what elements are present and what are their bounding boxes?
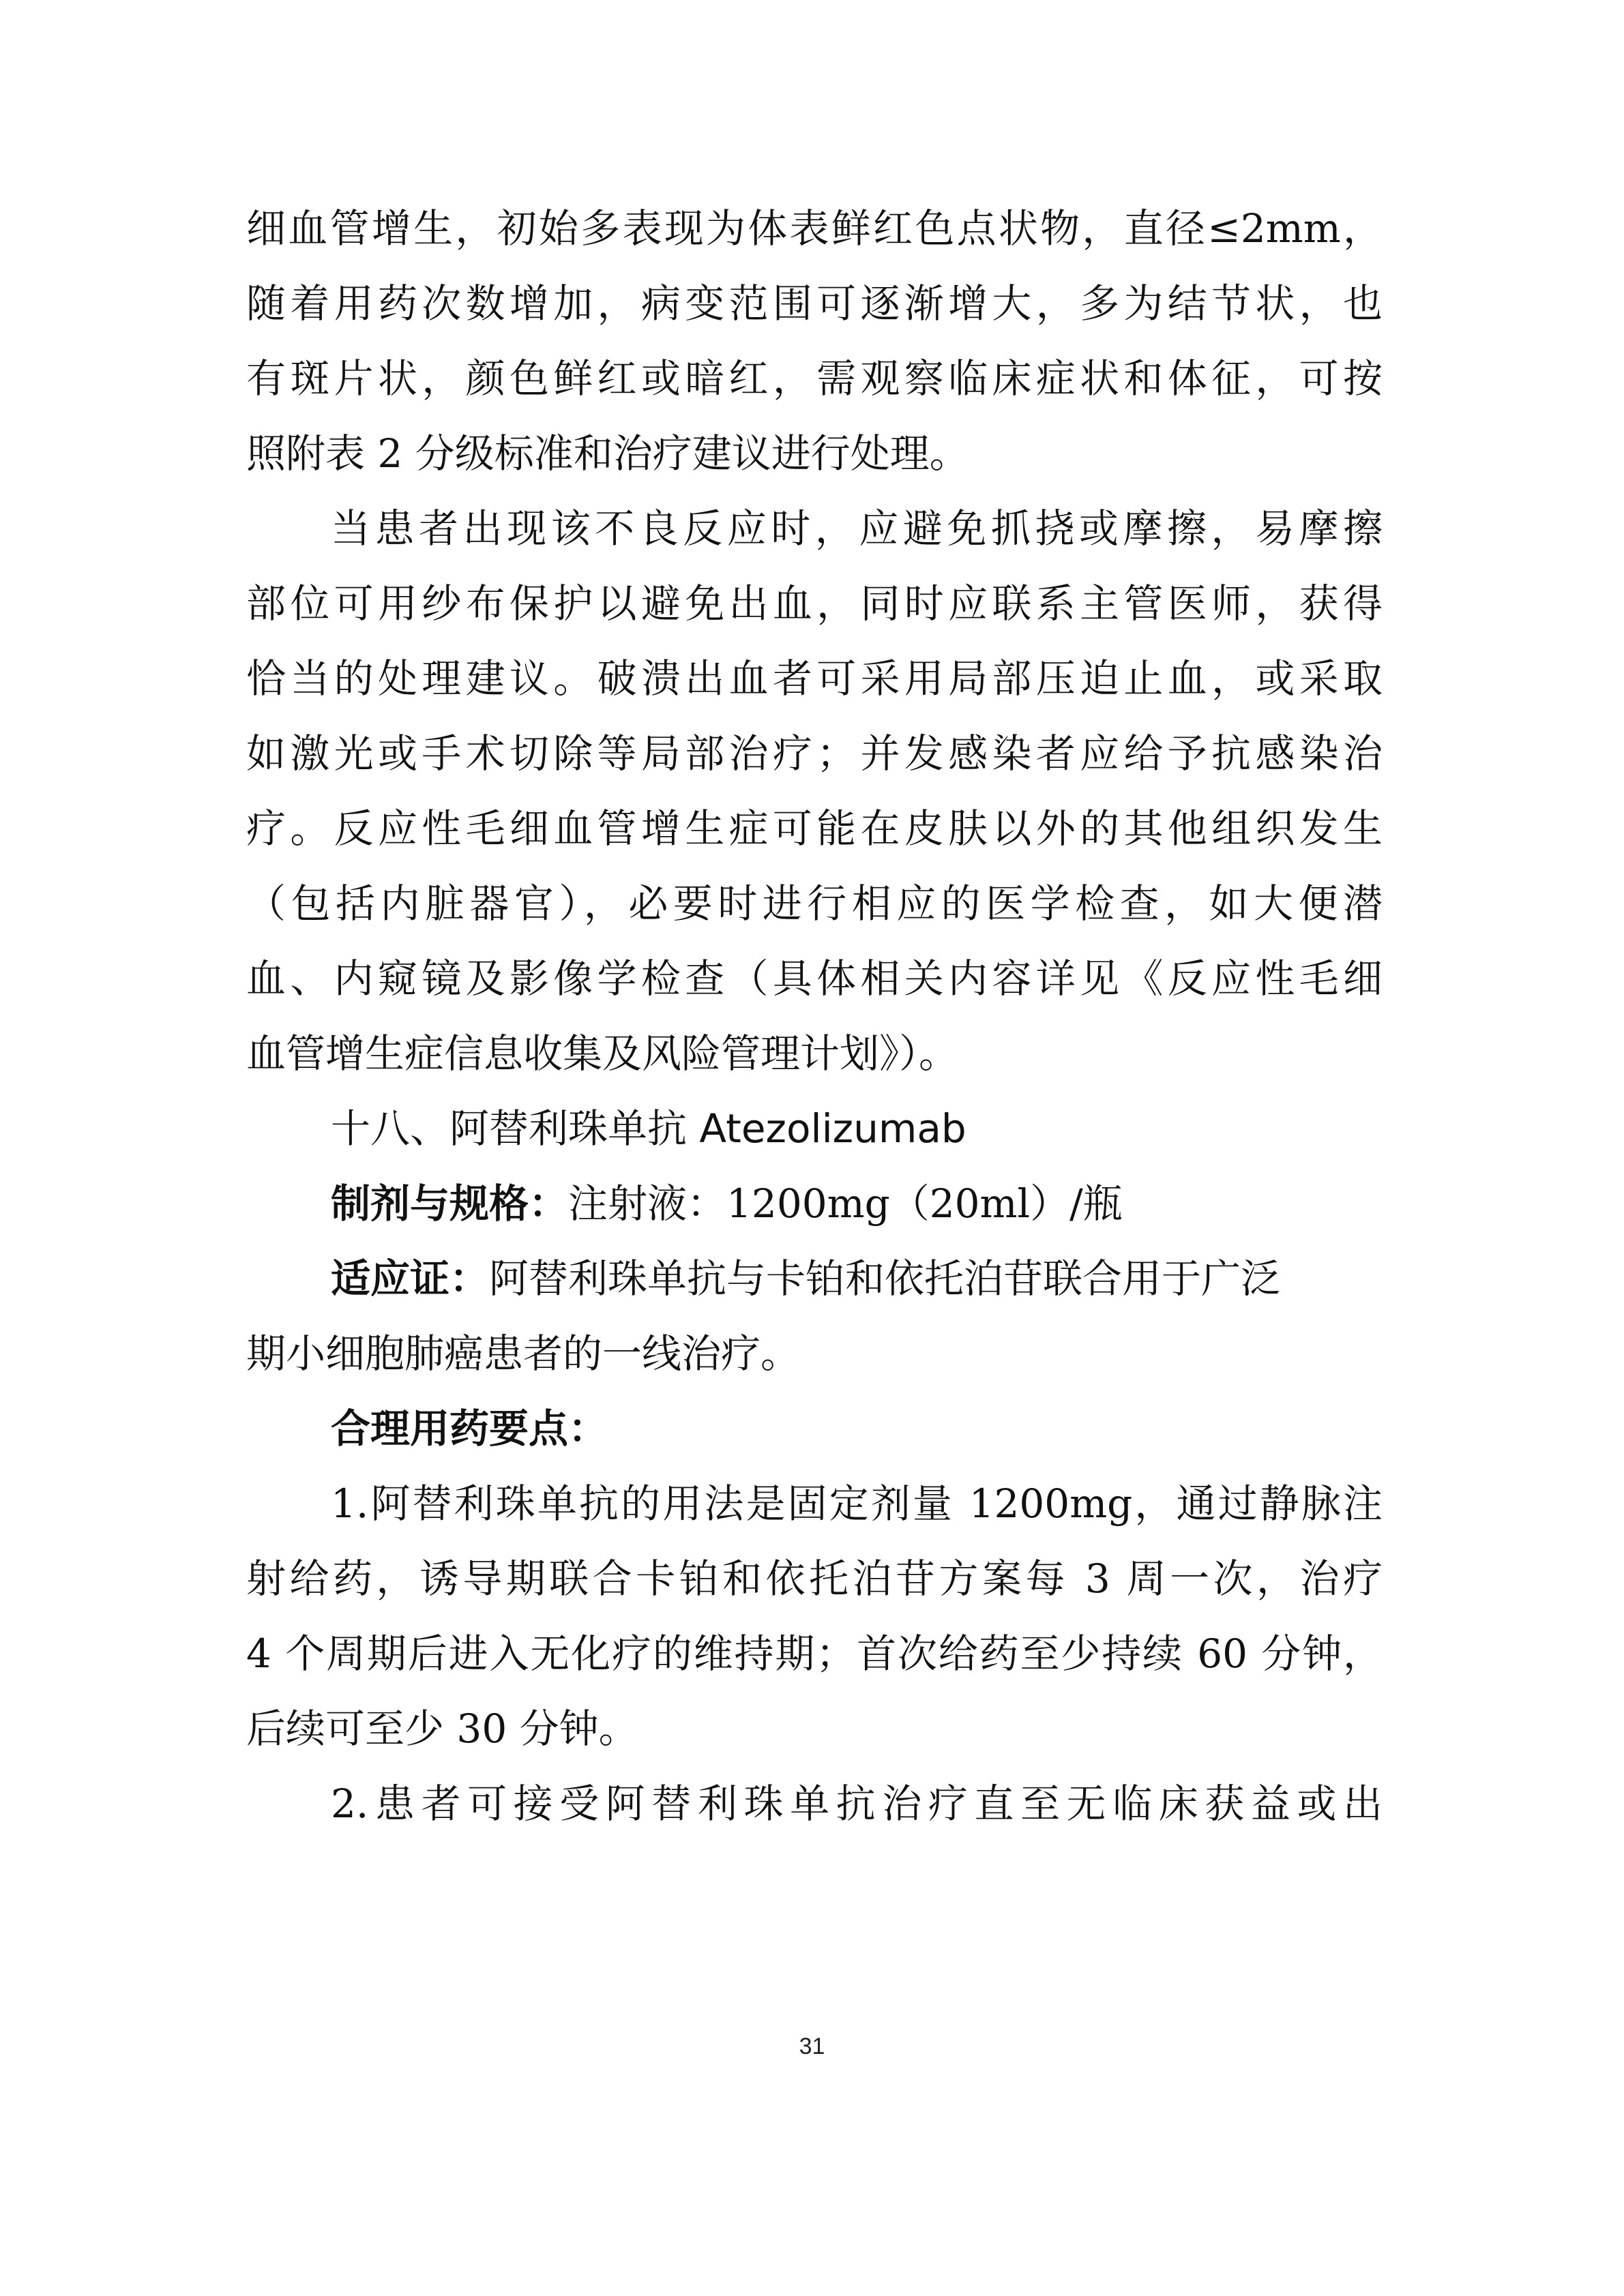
paragraph-line: 血、内窥镜及影像学检查（具体相关内容详见《反应性毛细: [246, 955, 1383, 1002]
paragraph-line: （包括内脏器官），必要时进行相应的医学检查，如大便潜: [246, 880, 1383, 927]
paragraph-line: 部位可用纱布保护以避免出血，同时应联系主管医师，获得: [246, 580, 1383, 627]
indication-text: 阿替利珠单抗与卡铂和依托泊苷联合用于广泛: [489, 1255, 1281, 1302]
paragraph-line: 血管增生症信息收集及风险管理计划》）。: [246, 1030, 959, 1077]
paragraph-line: 有斑片状，颜色鲜红或暗红，需观察临床症状和体征，可按: [246, 355, 1383, 402]
paragraph-line: 如激光或手术切除等局部治疗；并发感染者应给予抗感染治: [246, 730, 1383, 777]
paragraph-line: 当患者出现该不良反应时，应避免抓挠或摩擦，易摩擦: [331, 505, 1383, 552]
paragraph-line: 细血管增生，初始多表现为体表鲜红色点状物，直径≤2mm，: [246, 205, 1383, 252]
paragraph-line: 2.患者可接受阿替利珠单抗治疗直至无临床获益或出: [331, 1780, 1383, 1827]
paragraph-line: 1.阿替利珠单抗的用法是固定剂量 1200mg，通过静脉注: [331, 1480, 1383, 1527]
key-points-heading: 合理用药要点：: [331, 1405, 608, 1452]
paragraph-line: 射给药，诱导期联合卡铂和依托泊苷方案每 3 周一次，治疗: [246, 1555, 1383, 1602]
formulation-line: [331, 1176, 1123, 1231]
drug-heading: 十八、阿替利珠单抗 Atezolizumab: [331, 1105, 966, 1152]
paragraph-line: 期小细胞肺癌患者的一线治疗。: [246, 1330, 801, 1377]
formulation-value: 注射液：1200mg（20ml）/瓶: [568, 1180, 1123, 1227]
paragraph-line: 随着用药次数增加，病变范围可逐渐增大，多为结节状，也: [246, 280, 1383, 327]
paragraph-line: 疗。反应性毛细血管增生症可能在皮肤以外的其他组织发生: [246, 805, 1383, 852]
indication-line: [331, 1251, 1280, 1306]
formulation-label: 制剂与规格：: [331, 1180, 569, 1227]
page-number: 31: [799, 2033, 825, 2059]
paragraph-line: 照附表 2 分级标准和治疗建议进行处理。: [246, 430, 969, 477]
paragraph-line: 恰当的处理建议。破溃出血者可采用局部压迫止血，或采取: [246, 655, 1383, 702]
paragraph-line: 后续可至少 30 分钟。: [246, 1705, 638, 1752]
indication-label: 适应证：: [331, 1255, 490, 1302]
paragraph-line: 4 个周期后进入无化疗的维持期；首次给药至少持续 60 分钟，: [246, 1630, 1383, 1677]
